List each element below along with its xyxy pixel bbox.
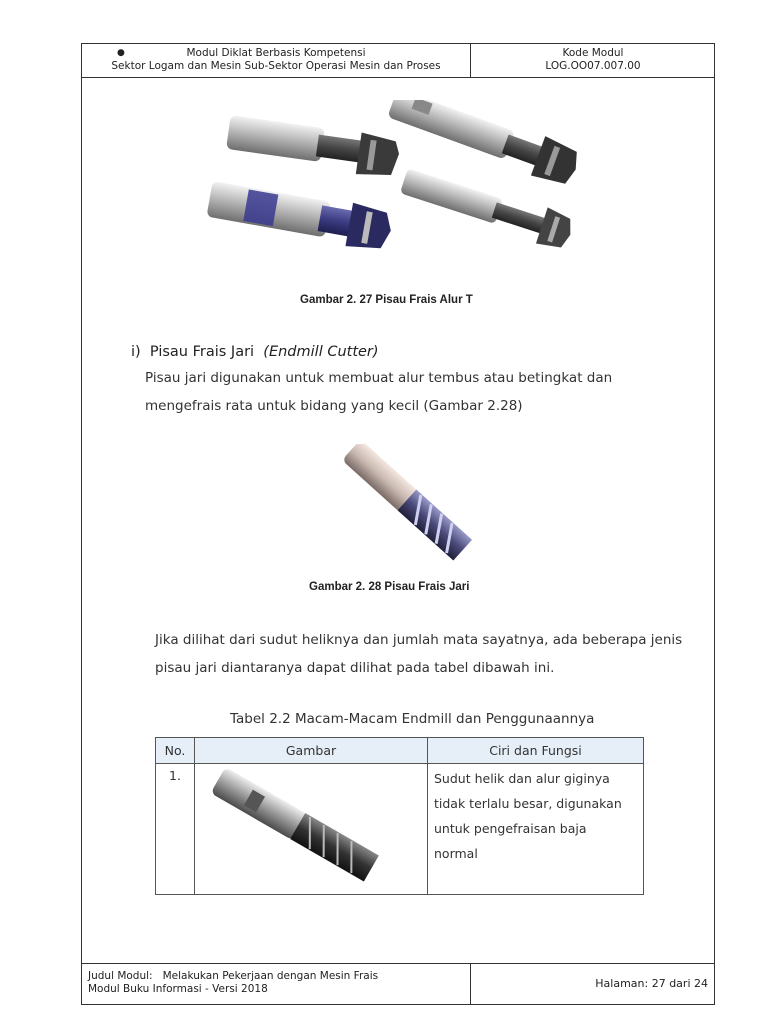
- endmill-description: [145, 364, 612, 420]
- footer-label: Judul Modul:: [88, 970, 153, 982]
- footer-title: Melakukan Pekerjaan dengan Mesin Frais: [162, 970, 379, 982]
- table-title: Tabel 2.2 Macam-Macam Endmill dan Penggunaannya: [230, 711, 595, 727]
- page-footer: [82, 963, 714, 1004]
- header-code-label: Kode Modul: [562, 47, 624, 59]
- section-heading: [131, 344, 379, 360]
- table-header-row: [156, 738, 644, 764]
- figure-2-28-caption: Gambar 2. 28 Pisau Frais Jari: [309, 581, 470, 593]
- description-line: tidak terlalu besar, digunakan: [434, 796, 622, 811]
- description-line: Sudut helik dan alur giginya: [434, 771, 610, 786]
- endmill-cutter-image: [340, 444, 485, 574]
- description-line: untuk pengefraisan baja: [434, 821, 587, 836]
- footer-module-title: [82, 964, 471, 1004]
- header-sector: Sektor Logam dan Mesin Sub-Sektor Operasi Mesin dan Proses: [111, 60, 441, 72]
- header-module-info: [82, 44, 471, 77]
- endmill-row-image: [196, 765, 396, 890]
- paragraph-line: mengefrais rata untuk bidang yang kecil (Gambar 2.28): [145, 398, 523, 414]
- paragraph-line: pisau jari diantaranya dapat dilihat pada tabel dibawah ini.: [155, 660, 555, 676]
- header-bullet: ●: [117, 48, 125, 58]
- figure-2-27-caption: Gambar 2. 27 Pisau Frais Alur T: [300, 294, 473, 306]
- row-image-cell: [195, 764, 428, 895]
- header-module-code: [472, 44, 714, 77]
- header-code-value: LOG.OO07.007.00: [545, 60, 641, 72]
- row-number: 1.: [156, 764, 195, 895]
- page-header: [82, 44, 714, 78]
- description-line: normal: [434, 846, 478, 861]
- footer-page-number: Halaman: 27 dari 24: [595, 977, 708, 990]
- footer-version: Modul Buku Informasi - Versi 2018: [88, 983, 268, 995]
- paragraph-line: Jika dilihat dari sudut heliknya dan jumlah mata sayatnya, ada beberapa jenis: [155, 632, 683, 648]
- header-module-title: Modul Diklat Berbasis Kompetensi: [186, 47, 366, 59]
- header-gambar: Gambar: [195, 738, 428, 764]
- header-no: No.: [156, 738, 195, 764]
- paragraph-line: Pisau jari digunakan untuk membuat alur tembus atau betingkat dan: [145, 370, 613, 386]
- row-description: [428, 764, 644, 895]
- endmill-table: [155, 737, 644, 895]
- header-ciri-fungsi: Ciri dan Fungsi: [428, 738, 644, 764]
- table-row: [156, 764, 644, 895]
- t-slot-cutters-image: [200, 100, 580, 275]
- section-title: Pisau Frais Jari: [149, 344, 255, 360]
- section-title-english: (Endmill Cutter): [263, 344, 379, 360]
- endmill-types-intro: [155, 626, 682, 682]
- section-label: i): [131, 344, 141, 360]
